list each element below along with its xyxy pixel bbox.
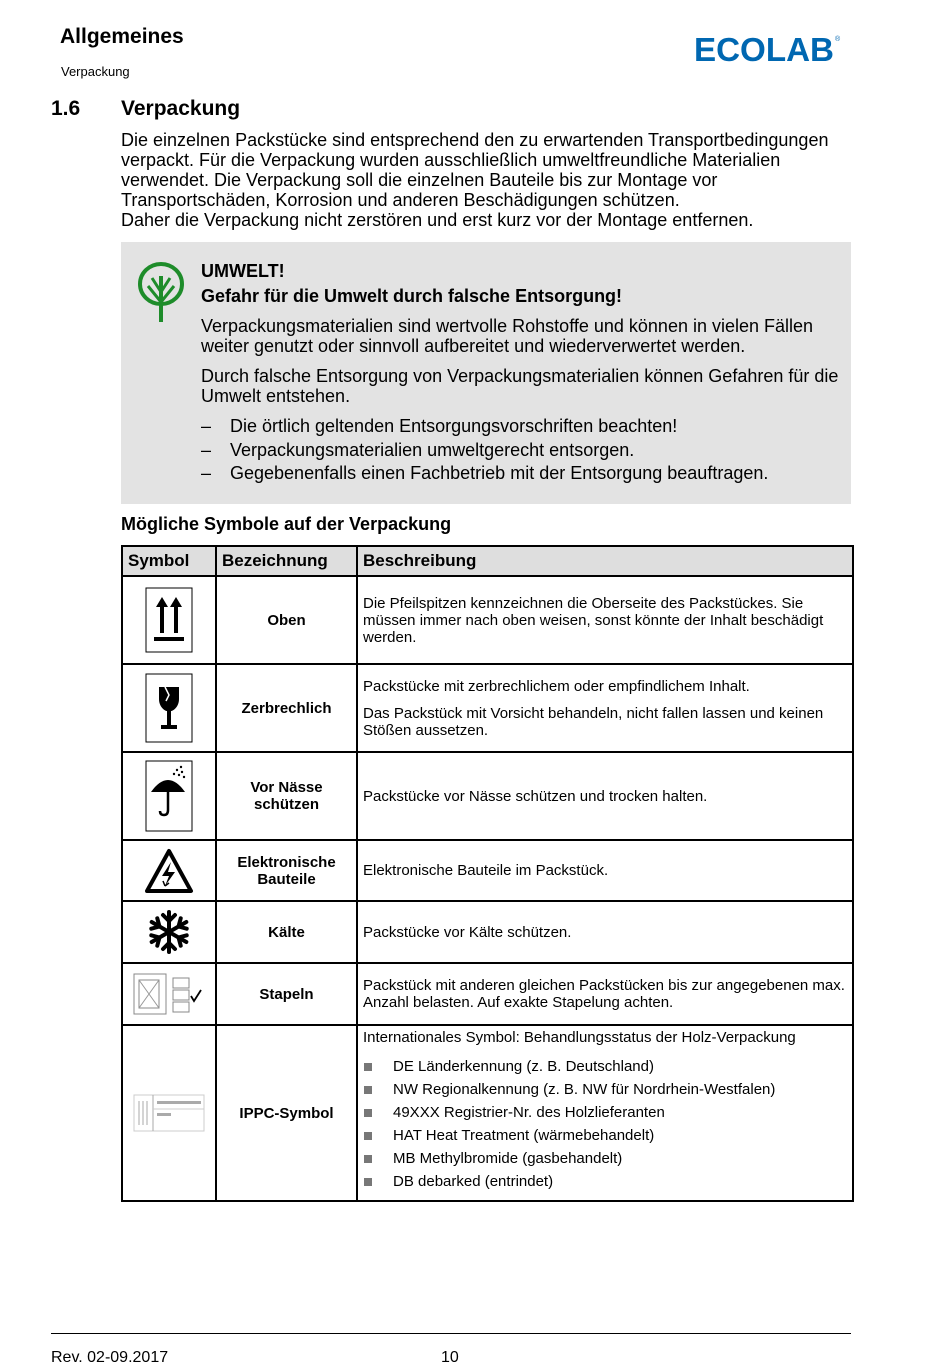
- table-row: [122, 1025, 853, 1201]
- snowflake-icon: [145, 909, 193, 955]
- dash-bullet: –: [201, 440, 212, 460]
- fragile-glass-icon: [145, 673, 193, 743]
- description-text: Packstücke mit zerbrechlichem oder empfindlichem Inhalt.: [363, 677, 750, 695]
- symbol-cell: [122, 752, 216, 840]
- symbol-description: [357, 752, 853, 840]
- list-item-text: HAT Heat Treatment (wärmebehandelt): [393, 1127, 655, 1144]
- table-row: [122, 576, 853, 664]
- notice-list-item: [201, 416, 677, 436]
- table-row: [122, 840, 853, 901]
- ippc-code-list: [363, 1058, 847, 1196]
- square-bullet-icon: [364, 1109, 372, 1117]
- symbol-description: [357, 840, 853, 901]
- ecolab-logo: [693, 30, 843, 66]
- list-item: [363, 1081, 847, 1104]
- description-text: Packstücke vor Kälte schützen.: [363, 923, 572, 941]
- list-item-text: MB Methylbromide (gasbehandelt): [393, 1150, 623, 1167]
- symbol-description: [357, 576, 853, 664]
- symbol-cell: [122, 901, 216, 963]
- description-text: Das Packstück mit Vorsicht behandeln, nicht fallen lassen und keinen Stößen aussetzen.: [363, 704, 824, 739]
- description-text: Die Pfeilspitzen kennzeichnen die Oberseite des Packstückes. Sie müssen immer nach oben weisen, sonst könnte der Inhalt beschädigt werden.: [363, 594, 824, 646]
- symbol-name: Vor Nässe schützen: [216, 752, 357, 840]
- symbol-cell: [122, 963, 216, 1025]
- symbol-description: [357, 963, 853, 1025]
- high-voltage-warning-icon: [144, 848, 194, 894]
- table-row: [122, 664, 853, 752]
- table-row: [122, 901, 853, 963]
- table-header-row: [122, 546, 853, 576]
- list-item: [363, 1058, 847, 1081]
- intro-text: [121, 130, 851, 230]
- intro-paragraph: Daher die Verpackung nicht zerstören und erst kurz vor der Montage entfernen.: [121, 210, 754, 230]
- intro-paragraph: Die einzelnen Packstücke sind entsprechend den zu erwartenden Transportbedingungen verpackt. Für die Verpackung wurden ausschließlich umweltfreundliche Materialien verwendet. Die Verpackung soll die einzelnen Bauteile bis zur Montage vor Transportschäden, Korrosion und anderen Beschädigungen schützen.: [121, 130, 829, 210]
- column-header-name: Bezeichnung: [216, 546, 357, 576]
- list-item-text: DE Länderkennung (z. B. Deutschland): [393, 1058, 654, 1075]
- section-number: 1.6: [51, 97, 81, 120]
- dash-bullet: –: [201, 416, 212, 436]
- list-item: [363, 1104, 847, 1127]
- symbol-cell: [122, 664, 216, 752]
- table-row: [122, 752, 853, 840]
- symbol-cell: [122, 576, 216, 664]
- this-way-up-icon: [145, 587, 193, 653]
- umbrella-rain-icon: [145, 760, 193, 832]
- tree-icon: [136, 262, 186, 324]
- square-bullet-icon: [364, 1063, 372, 1071]
- symbol-name: Zerbrechlich: [216, 664, 357, 752]
- logo-wordmark: ECOLAB: [694, 31, 834, 66]
- notice-paragraph: Durch falsche Entsorgung von Verpackungsmaterialien können Gefahren für die Umwelt entstehen.: [201, 366, 839, 406]
- section-title: Verpackung: [121, 97, 241, 120]
- list-item-text: NW Regionalkennung (z. B. NW für Nordrhein-Westfalen): [393, 1081, 776, 1098]
- symbol-cell: [122, 1025, 216, 1201]
- description-text: Packstücke vor Nässe schützen und trocken halten.: [363, 787, 708, 805]
- notice-list-item-text: Die örtlich geltenden Entsorgungsvorschriften beachten!: [230, 416, 678, 436]
- list-item-text: 49XXX Registrier-Nr. des Holzlieferanten: [393, 1104, 665, 1121]
- page-header-title: Allgemeines: [60, 25, 184, 48]
- ippc-stamp-icon: [133, 1093, 205, 1133]
- table-row: [122, 963, 853, 1025]
- svg-text:®: ®: [835, 36, 841, 43]
- column-header-symbol: Symbol: [122, 546, 216, 576]
- column-header-description: Beschreibung: [357, 546, 853, 576]
- notice-paragraph: Verpackungsmaterialien sind wertvolle Rohstoffe und können in vielen Fällen weiter genutzt oder sinnvoll aufbereitet und wiederverwertet werden.: [201, 316, 814, 356]
- symbol-description: [357, 664, 853, 752]
- notice-heading: UMWELT!: [201, 261, 285, 281]
- symbol-name: Elektronische Bauteile: [216, 840, 357, 901]
- logo-graphic: [693, 30, 843, 66]
- notice-subheading: Gefahr für die Umwelt durch falsche Entsorgung!: [201, 286, 623, 306]
- list-item: [363, 1150, 847, 1173]
- description-text: Elektronische Bauteile im Packstück.: [363, 862, 609, 879]
- revision-label: Rev. 02-09.2017: [51, 1349, 169, 1366]
- packaging-symbols-table: [121, 545, 854, 1202]
- square-bullet-icon: [364, 1132, 372, 1140]
- stacking-limit-icon: [133, 972, 205, 1016]
- list-item: [363, 1173, 847, 1196]
- symbol-name: Oben: [216, 576, 357, 664]
- symbol-description: [357, 901, 853, 963]
- dash-bullet: –: [201, 463, 212, 483]
- notice-list-item-text: Gegebenenfalls einen Fachbetrieb mit der Entsorgung beauftragen.: [230, 463, 769, 483]
- notice-list-item-text: Verpackungsmaterialien umweltgerecht entsorgen.: [230, 440, 635, 460]
- notice-list-item: [201, 463, 768, 483]
- list-item: [363, 1127, 847, 1150]
- page-header-subtitle: Verpackung: [61, 64, 130, 79]
- list-item-text: DB debarked (entrindet): [393, 1173, 554, 1190]
- symbol-cell: [122, 840, 216, 901]
- description-text: Packstück mit anderen gleichen Packstücken bis zur angegebenen max. Anzahl belasten. Auf exakte Stapelung achten.: [363, 977, 845, 1011]
- symbol-description: [357, 1025, 853, 1201]
- square-bullet-icon: [364, 1178, 372, 1186]
- symbol-name: IPPC-Symbol: [216, 1025, 357, 1201]
- symbol-name: Stapeln: [216, 963, 357, 1025]
- symbol-name: Kälte: [216, 901, 357, 963]
- page-number: 10: [441, 1349, 459, 1366]
- description-text: Internationales Symbol: Behandlungsstatus der Holz-Verpackung: [363, 1029, 796, 1046]
- footer-divider: [51, 1333, 851, 1334]
- square-bullet-icon: [364, 1155, 372, 1163]
- notice-list-item: [201, 440, 634, 460]
- table-caption: Mögliche Symbole auf der Verpackung: [121, 514, 452, 534]
- square-bullet-icon: [364, 1086, 372, 1094]
